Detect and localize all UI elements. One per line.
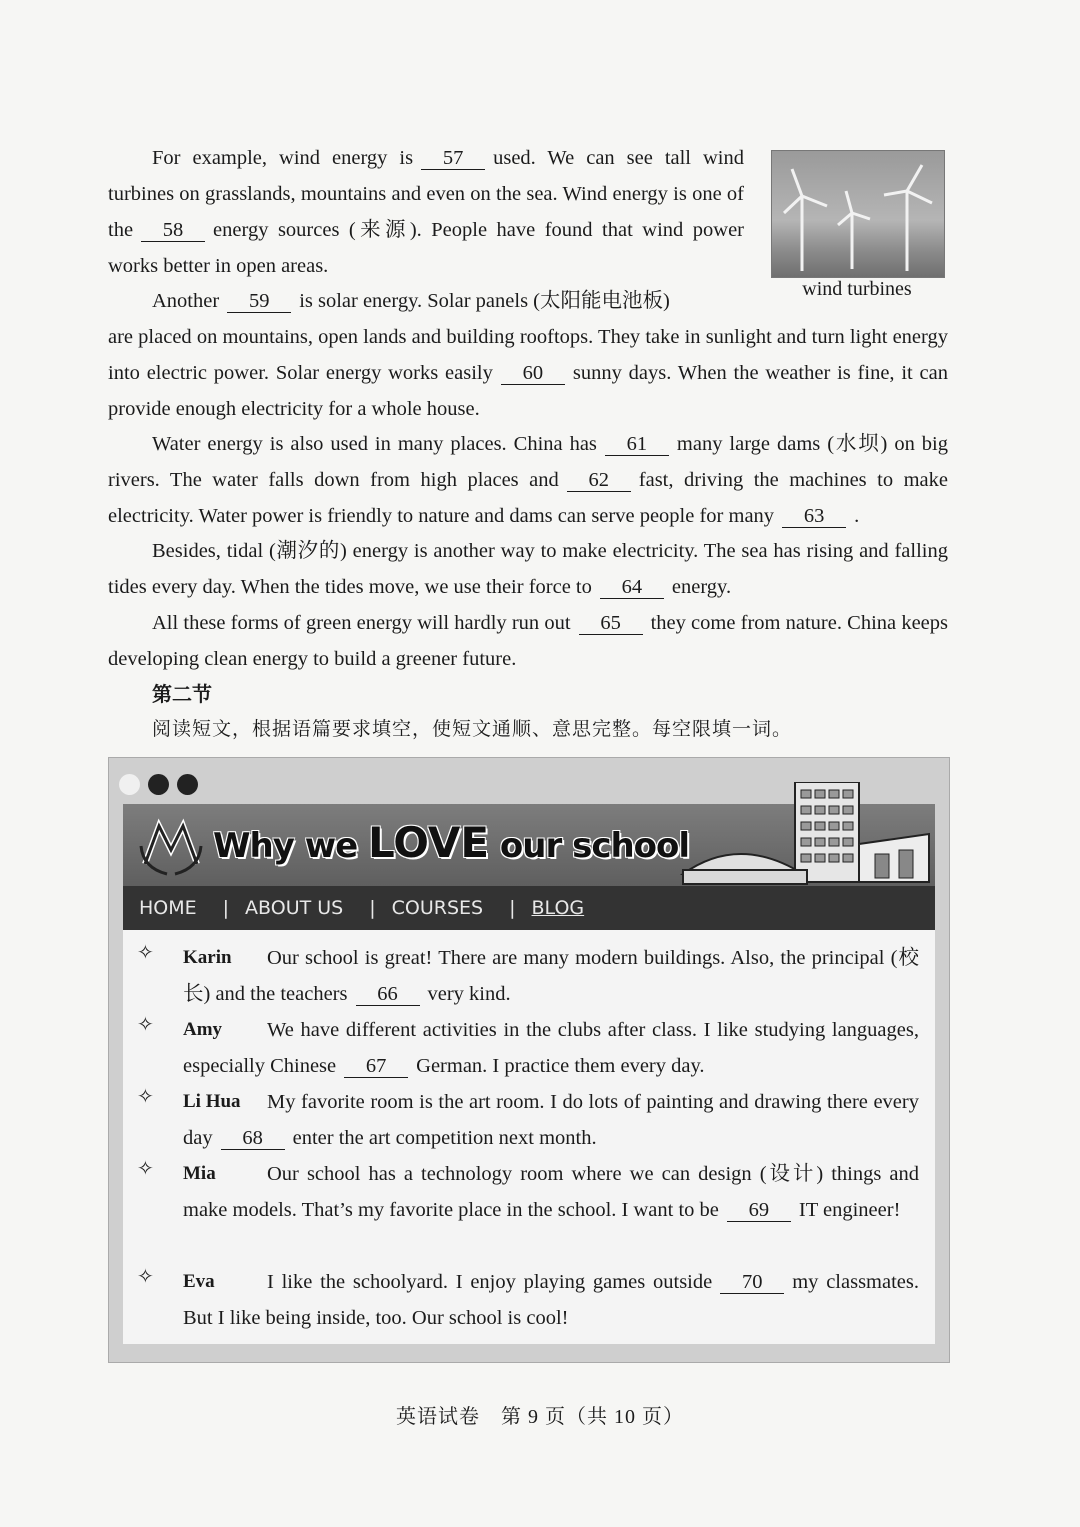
paragraph-wind: For example, wind energy is 57 used. We can see tall wind turbines on grasslands, mountains and even on the sea. Wind energy is one of the 58 energy sources (来源). People have found that wind power works better in open areas.	[108, 147, 744, 277]
nav-separator: |	[369, 897, 376, 919]
blank-62[interactable]: 62	[567, 469, 631, 492]
photo-caption: wind turbines	[802, 278, 912, 300]
paragraph-solar: are placed on mountains, open lands and building rooftops. They take in sunlight and turn light energy into electric power. Solar energy works easily 60 sunny days. When the weather is fine, it can provide enough electricity for a whole house.	[108, 326, 949, 420]
paragraph-water: Water energy is also used in many places. China has 61 many large dams (水坝) on big rivers. The water falls down from high places and 62 fast, driving the machines to make electricity. Water power is friendly to nature and dams can serve people for many 63 .	[108, 433, 949, 527]
dot-icon	[177, 774, 198, 795]
section-instruction: 阅读短文，根据语篇要求填空，使短文通顺、意思完整。每空限填一词。	[152, 718, 793, 740]
student-comment: Our school has a technology room where we can design (设计) things and make models. That’s my favorite place in the school. I want to be 69 IT engineer!	[183, 1163, 919, 1221]
nav-home[interactable]: HOME	[139, 897, 197, 919]
student-comment: Our school is great! There are many modern buildings. Also, the principal (校长) and the teachers 66 very kind.	[183, 947, 919, 1005]
student-name: Karin	[183, 947, 232, 968]
wind-turbines-photo	[771, 150, 945, 278]
site-title: Why we LOVE our school	[213, 818, 690, 867]
dot-icon	[148, 774, 169, 795]
window-dots	[119, 774, 198, 795]
website-banner	[123, 804, 935, 886]
star-bullet-icon: ✧	[137, 940, 154, 964]
blank-68[interactable]: 68	[221, 1127, 285, 1150]
nav-about-us[interactable]: ABOUT US	[245, 897, 344, 919]
student-comment: I like the schoolyard. I enjoy playing games outside 70 my classmates. But I like being inside, too. Our school is cool!	[183, 1271, 919, 1329]
dot-icon	[119, 774, 140, 795]
student-name: Li Hua	[183, 1091, 241, 1112]
blank-65[interactable]: 65	[579, 612, 643, 635]
blank-63[interactable]: 63	[782, 505, 846, 528]
blank-61[interactable]: 61	[605, 433, 669, 456]
nav-separator: |	[222, 897, 230, 919]
school-logo-icon	[137, 816, 205, 876]
star-bullet-icon: ✧	[137, 1264, 154, 1288]
student-name: Amy	[183, 1019, 223, 1040]
school-buildings-icon	[679, 782, 935, 886]
paragraph-conclusion: All these forms of green energy will hardly run out 65 they come from nature. China keeps developing clean energy to build a greener future.	[108, 612, 948, 670]
website-navbar	[123, 886, 935, 930]
student-comment: My favorite room is the art room. I do lots of painting and drawing there every day 68 enter the art competition next month.	[183, 1091, 919, 1149]
nav-separator: |	[509, 897, 516, 919]
student-name: Eva	[183, 1271, 215, 1292]
school-website	[108, 757, 950, 1363]
blank-64[interactable]: 64	[600, 576, 664, 599]
blank-67[interactable]: 67	[344, 1055, 408, 1078]
section-heading: 第二节	[152, 682, 212, 706]
star-bullet-icon: ✧	[137, 1156, 154, 1180]
nav-blog[interactable]: BLOG	[531, 897, 585, 919]
paragraph-tidal: Besides, tidal (潮汐的) energy is another way to make electricity. The sea has rising and falling tides every day. When the tides move, we use their force to 64 energy.	[108, 540, 948, 598]
paragraph-solar-start: Another 59 is solar energy. Solar panels (太阳能电池板)	[152, 290, 670, 312]
page-footer: 英语试卷 第 9 页（共 10 页）	[396, 1406, 684, 1428]
student-name: Mia	[183, 1163, 216, 1184]
blank-69[interactable]: 69	[727, 1199, 791, 1222]
student-comment: We have different activities in the clubs after class. I like studying languages, especially Chinese 67 German. I practice them every day.	[183, 1019, 919, 1077]
blank-58[interactable]: 58	[141, 219, 205, 242]
blank-66[interactable]: 66	[356, 983, 420, 1006]
blank-57[interactable]: 57	[421, 147, 485, 170]
blank-60[interactable]: 60	[501, 362, 565, 385]
website-content	[123, 930, 935, 1344]
blank-59[interactable]: 59	[227, 290, 291, 313]
star-bullet-icon: ✧	[137, 1012, 154, 1036]
star-bullet-icon: ✧	[137, 1084, 154, 1108]
nav-courses[interactable]: COURSES	[391, 897, 484, 919]
blank-70[interactable]: 70	[720, 1271, 784, 1294]
